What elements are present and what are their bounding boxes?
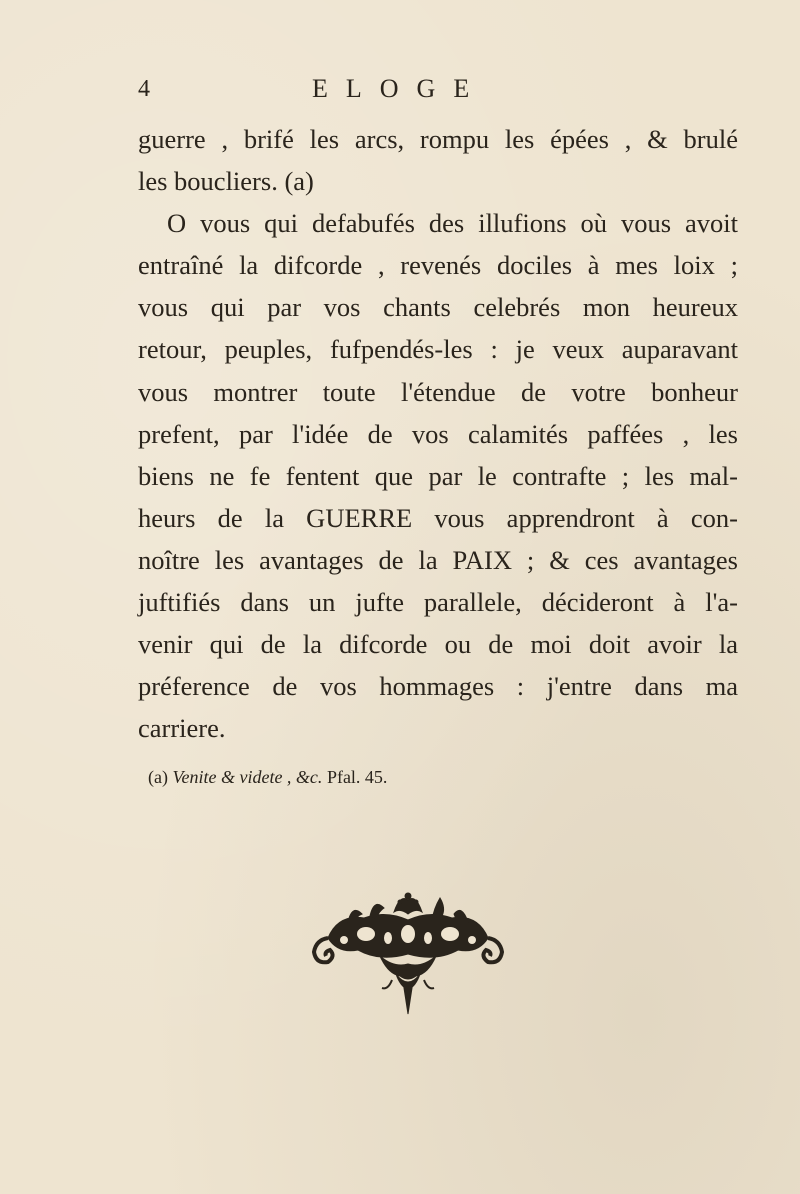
text-line: heurs de la GUERRE vous apprendront à con- — [138, 502, 738, 533]
footnote-reference: Pfal. 45. — [326, 767, 388, 787]
text-line: carriere. — [138, 713, 226, 744]
text-line: prefent, par l'idée de vos calamités paffées , les — [138, 418, 738, 449]
text-line: entraîné la difcorde , revenés dociles à mes loix ; — [138, 250, 738, 281]
floral-tailpiece-ornament-icon — [308, 890, 508, 1015]
running-head: ELOGE — [312, 74, 488, 103]
text-line: guerre , brifé les arcs, rompu les épées , & brulé — [138, 124, 738, 154]
text-line: noître les avantages de la PAIX ; & ces avantages — [138, 544, 738, 575]
footnote — [148, 767, 387, 788]
text-line: juftifiés dans un jufte parallele, décideront à l'a- — [138, 587, 738, 618]
text-line: vous montrer toute l'étendue de votre bonheur — [138, 376, 738, 407]
text-line: O vous qui defabufés des illufions où vous avoit — [167, 208, 738, 239]
page-header — [0, 76, 800, 116]
text-line: préference de vos hommages : j'entre dans ma — [138, 671, 738, 702]
body-text — [138, 118, 738, 749]
text-line: venir qui de la difcorde ou de moi doit avoir la — [138, 629, 738, 660]
text-line: les boucliers. (a) — [138, 166, 314, 197]
footnote-marker: (a) — [148, 767, 168, 787]
text-line: retour, peuples, fufpendés-les : je veux auparavant — [138, 334, 738, 365]
footnote-quote: Venite & videte , &c. — [172, 767, 323, 787]
page-number: 4 — [138, 76, 150, 102]
text-line: vous qui par vos chants celebrés mon heureux — [138, 292, 738, 323]
text-line: biens ne fe fentent que par le contrafte ; les mal- — [138, 460, 738, 491]
